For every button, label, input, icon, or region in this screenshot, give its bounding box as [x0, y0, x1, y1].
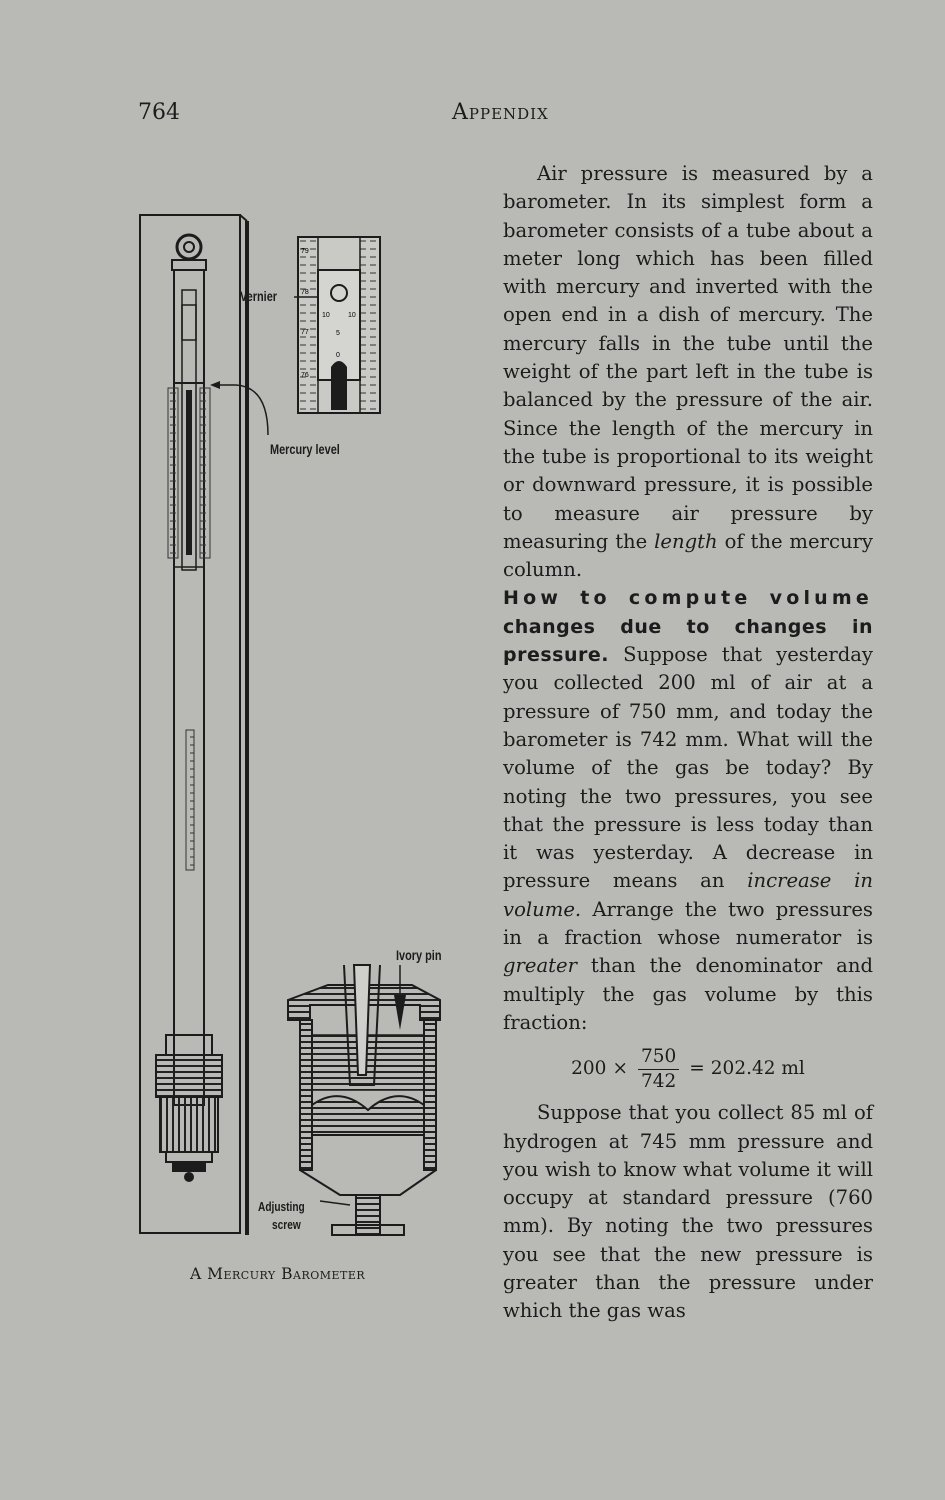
scale-number: 10 [322, 312, 330, 319]
cistern-section [288, 965, 440, 1235]
formula-equals: = [689, 1058, 705, 1080]
hanging-ring [177, 235, 201, 259]
formula-denominator: 742 [640, 1070, 677, 1092]
volume-formula [503, 1041, 873, 1097]
scale-number: 76 [301, 372, 309, 379]
page-number: 764 [138, 100, 180, 125]
cistern [156, 1035, 222, 1182]
running-head: Appendix [452, 100, 549, 125]
para1-end: of the mercury column. [503, 529, 873, 582]
vernier-inset [298, 237, 380, 413]
mercury-level-label: Mercury level [270, 441, 340, 457]
paragraph-volume-changes [503, 584, 873, 1037]
ivory-pin-label: Ivory pin [396, 947, 442, 963]
scale-number: 10 [348, 312, 356, 319]
scale-number: 5 [336, 330, 340, 337]
para1-text: Air pressure is measured by a barometer. In its simplest form a barometer consists of a tube about a meter long which has been filled with mercury and inverted with the open end in a dish of mercury. The mercury falls in the tube until the weight of the part left in the tube is balanced by the pressure of the air. Since the length of the mercury in the tube is proportional to its weight or downward pressure, it is possible to measure air pressure by measuring the [503, 162, 873, 553]
figure-caption: A Mercury Barometer [190, 1265, 366, 1283]
para1-emphasis: length [654, 529, 718, 553]
para2-emphasis-2: greater [503, 954, 578, 978]
barometer-illustration [110, 205, 490, 1285]
para2-emphasis-1: increase in volume. [503, 869, 873, 921]
formula-times: × [612, 1058, 628, 1080]
scale-number: 0 [336, 352, 340, 359]
formula-numerator: 750 [638, 1045, 679, 1070]
paragraph-hydrogen [503, 1099, 873, 1325]
section-heading-line1: How to compute volume [503, 587, 873, 610]
adjusting-screw-label-2: screw [272, 1217, 301, 1232]
para2-text-c: than the denominator and multiply the gas volume by this fraction: [503, 954, 873, 1034]
barometer-tube [168, 270, 210, 1105]
main-text-column [503, 160, 873, 1326]
para2-text-a: Suppose that yesterday you collected 200 ml of air at a pressure of 750 mm, and today the barometer is 742 mm. What will the volume of the gas be today? By noting the two pressures, you see that the pressure is less today than it was yesterday. A decrease in pressure means an [503, 643, 873, 893]
vernier-label: Vernier [240, 288, 278, 304]
scale-number: 78 [301, 289, 309, 296]
scale-number: 79 [301, 248, 309, 255]
adjusting-screw-label: Adjusting [258, 1199, 305, 1214]
scale-number: 77 [301, 329, 309, 336]
barometer-figure [110, 205, 490, 1285]
formula-left: 200 [571, 1058, 607, 1080]
formula-result: 202.42 ml [710, 1058, 805, 1080]
mercury-level-arrow [210, 381, 220, 389]
adjusting-screw-leader [320, 1201, 350, 1205]
paragraph-air-pressure [503, 160, 873, 584]
section-heading-rest: changes due to changes in pressure. [503, 615, 873, 667]
para3-text: Suppose that you collect 85 ml of hydrogen at 745 mm pressure and you wish to know what volume it will occupy at standard pressure (760 mm). By noting the two pressures you see that the new pressure is greater than the pressure under which the gas was [503, 1101, 873, 1323]
para2-text-b: Arrange the two pressures in a fraction whose numerator is [503, 897, 873, 950]
formula-fraction [638, 1045, 679, 1094]
